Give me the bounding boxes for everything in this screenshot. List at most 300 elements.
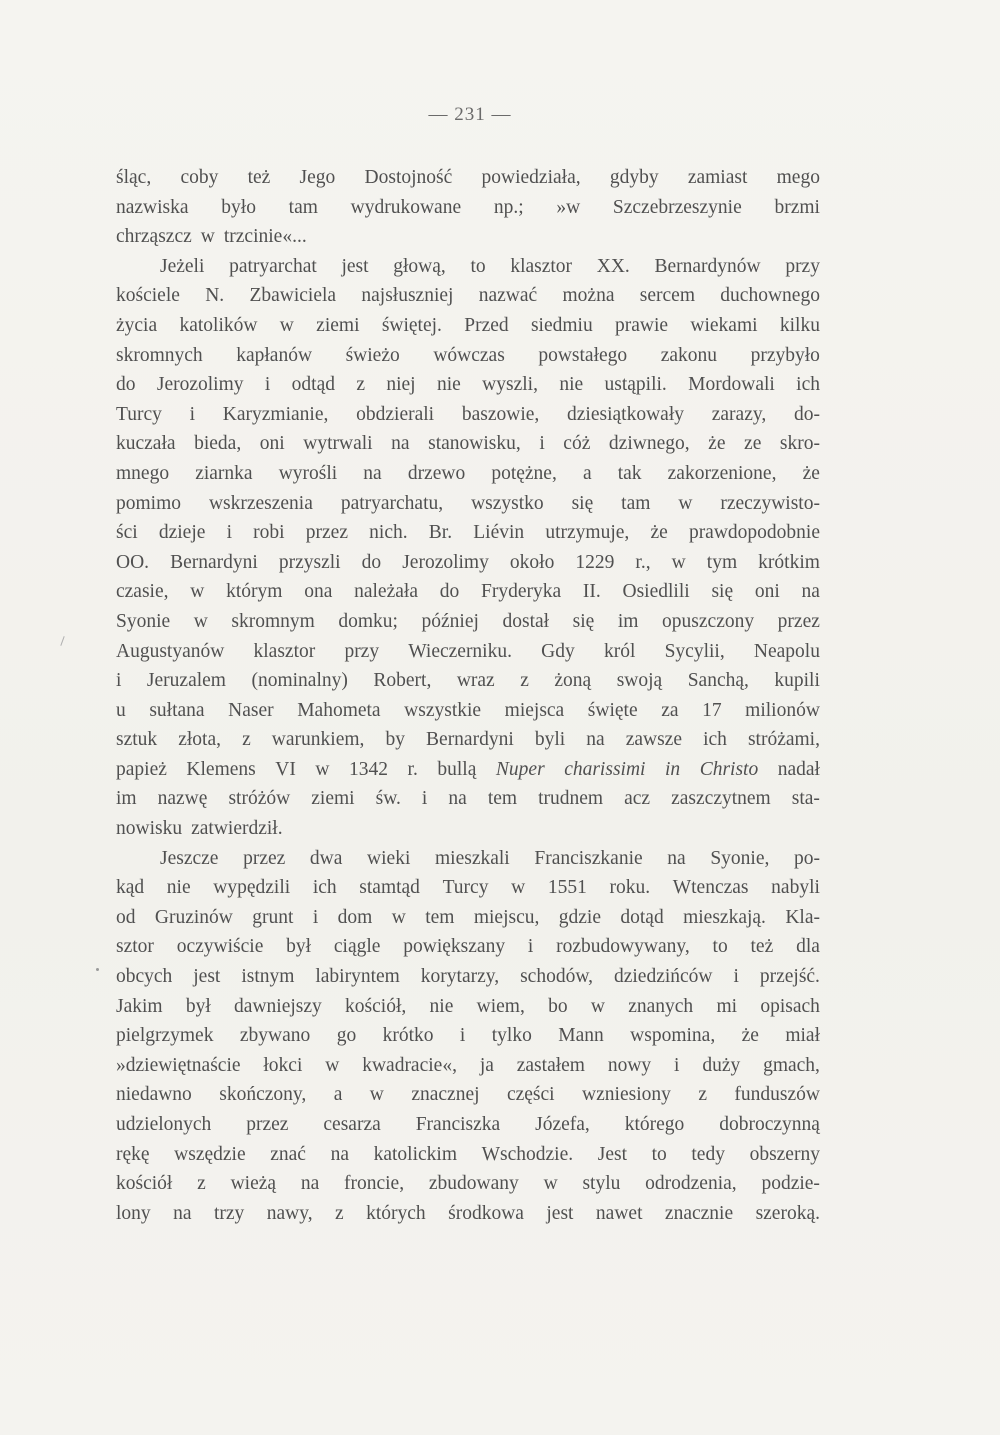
word: na: [300, 1173, 320, 1195]
word: trzy: [213, 1202, 245, 1224]
word: wyrośli: [278, 462, 338, 484]
word: 1342: [349, 758, 389, 780]
word: Karyzmianie,: [222, 403, 329, 425]
word: łokci: [263, 1054, 303, 1076]
word: i: [733, 966, 739, 988]
word: i: [674, 1054, 680, 1076]
word: powiększany: [403, 936, 506, 958]
word: siedmiu: [530, 314, 593, 336]
word: powstałego: [538, 344, 628, 366]
word: około: [509, 551, 555, 573]
word: dziedzińców: [613, 966, 713, 988]
word: by: [385, 729, 405, 751]
word: się: [571, 492, 594, 514]
text-line: [116, 222, 820, 252]
word: wzniesiony: [582, 1084, 671, 1106]
word: Mahometa: [297, 699, 381, 721]
word: skończony,: [219, 1084, 307, 1106]
word: święte: [587, 699, 638, 721]
word: nie: [436, 374, 461, 396]
word: na: [448, 788, 467, 810]
word: skro-: [779, 433, 820, 455]
word: Klemens: [186, 758, 256, 780]
word: stanowisku,: [428, 433, 521, 455]
word: roku.: [609, 877, 651, 899]
word: jest: [193, 966, 221, 988]
word: Kla-: [785, 906, 820, 928]
word: tedy: [691, 1143, 725, 1165]
word: też: [247, 167, 271, 188]
body-text: [116, 163, 820, 1228]
word: w: [369, 1084, 384, 1106]
text-line: [116, 577, 820, 607]
word: im: [617, 610, 639, 632]
word: gmach,: [763, 1054, 820, 1076]
word: głową,: [393, 255, 446, 277]
word: i: [459, 1025, 466, 1047]
word: krótkim: [758, 551, 820, 573]
text-line: [116, 755, 820, 785]
word: tem: [425, 906, 455, 928]
word: Liévin: [473, 522, 525, 544]
text-line: [116, 459, 820, 489]
text-line: [116, 429, 820, 459]
word: prawie: [615, 314, 669, 336]
word: krótko: [382, 1025, 434, 1047]
text-line: [116, 193, 820, 223]
word: miejscu,: [473, 906, 540, 928]
word: i: [189, 403, 196, 425]
word: zbudowany: [428, 1173, 519, 1195]
word: lony: [116, 1202, 151, 1224]
word: coby: [180, 167, 219, 188]
word: że: [650, 522, 668, 544]
word: udzielonych: [116, 1114, 212, 1135]
word: wypędzili: [213, 877, 291, 899]
word: wieki: [367, 847, 411, 869]
word: było: [221, 196, 256, 218]
word: schodów,: [520, 966, 594, 988]
word: wiem,: [476, 995, 525, 1017]
word: funduszów: [734, 1084, 820, 1106]
word: na: [801, 581, 820, 603]
word: trudnem: [538, 788, 604, 810]
word: z: [197, 1173, 206, 1195]
word: kościele: [116, 285, 180, 307]
word: drzewo: [407, 462, 466, 484]
text-line: [116, 281, 820, 311]
word: nawet: [595, 1202, 643, 1224]
word: np.;: [493, 196, 524, 218]
word: Robert,: [373, 670, 432, 692]
word: stróżów: [228, 788, 291, 810]
text-line: [116, 992, 820, 1022]
word: dziwnego,: [608, 433, 690, 455]
text-line: [116, 163, 820, 193]
word: przejść.: [759, 966, 820, 988]
word: nabyli: [771, 877, 820, 899]
word: chrząszcz: [116, 226, 192, 248]
word: Jest: [597, 1143, 627, 1165]
text-line: [116, 311, 820, 341]
word: Jerozolimy: [402, 551, 489, 573]
word: niedawno: [116, 1084, 192, 1106]
word: patryarchatu,: [340, 492, 444, 514]
word: przy: [344, 640, 380, 662]
word: wówczas: [433, 344, 505, 366]
word: wskrzeszenia: [208, 492, 313, 514]
text-line: [116, 1140, 820, 1170]
text-line: [116, 1080, 820, 1110]
word: powiedziała,: [481, 167, 581, 188]
word: wszędzie: [174, 1143, 246, 1165]
word: milionów: [745, 699, 820, 721]
word: był: [286, 936, 312, 958]
word: wszystkie: [404, 699, 482, 721]
text-line: [116, 518, 820, 548]
word: klasztor: [510, 255, 573, 277]
word: zamiast: [687, 167, 748, 188]
word: Osiedlili: [622, 581, 690, 603]
word: nadał: [777, 758, 820, 780]
word: (nominalny): [251, 670, 348, 692]
word: świętej.: [381, 314, 442, 336]
word: którego: [624, 1114, 685, 1135]
text-line: [116, 1199, 820, 1229]
word: wyszli,: [482, 374, 538, 396]
word: się: [572, 610, 595, 632]
word: na: [667, 847, 686, 869]
word: Jeszcze: [160, 847, 219, 869]
word: prawdopodobnie: [688, 522, 820, 544]
word: 17: [702, 699, 722, 721]
word: odtąd: [291, 374, 335, 396]
text-line: [116, 370, 820, 400]
word: dla: [796, 936, 820, 958]
word: obdzierali: [356, 403, 435, 425]
word: domku;: [338, 610, 398, 632]
text-line: [116, 814, 820, 844]
italic-word: Nuper: [495, 758, 545, 780]
word: na: [173, 1202, 192, 1224]
word: którym: [226, 581, 283, 603]
word: baszowie,: [461, 403, 540, 425]
word: tak: [617, 462, 642, 484]
word: mnego: [116, 462, 170, 484]
text-line: [116, 725, 820, 755]
word: zarazy,: [711, 403, 767, 425]
word: Jego: [299, 167, 336, 188]
word: w: [200, 226, 215, 248]
text-line: [116, 962, 820, 992]
word: XX.: [596, 255, 630, 277]
text-line: [116, 341, 820, 371]
word: to: [470, 255, 486, 277]
word: katolików: [179, 314, 258, 336]
word: w: [678, 492, 693, 514]
word: po-: [793, 847, 820, 869]
word: Gruzinów: [154, 906, 233, 928]
word: duchownego: [720, 285, 820, 307]
word: katolickim: [373, 1143, 457, 1165]
word: na: [330, 1143, 349, 1165]
word: stamtąd: [359, 877, 420, 899]
text-line: [116, 696, 820, 726]
word: z: [356, 374, 365, 396]
word: ich: [703, 729, 727, 751]
word: pomimo: [116, 492, 182, 514]
word: też: [750, 936, 774, 958]
word: środkowa: [448, 1202, 524, 1224]
word: których: [366, 1202, 426, 1224]
text-line: [116, 489, 820, 519]
word: kupili: [774, 670, 820, 692]
word: brzmi: [774, 196, 820, 218]
word: wytrwali: [303, 433, 373, 455]
word: potężne,: [491, 462, 557, 484]
word: kapłanów: [236, 344, 313, 366]
text-line: [116, 637, 820, 667]
word: miał: [785, 1025, 820, 1047]
page-number: — 231 —: [428, 104, 512, 125]
word: opisach: [760, 995, 820, 1017]
word: a: [333, 1084, 343, 1106]
word: przez: [243, 847, 286, 869]
word: znacznie: [664, 1202, 734, 1224]
word: rękę: [116, 1143, 150, 1165]
word: istnym: [241, 966, 295, 988]
word: nie: [559, 374, 584, 396]
word: kościół: [116, 1173, 173, 1195]
word: i: [539, 433, 545, 455]
word: że: [741, 1025, 759, 1047]
word: z: [242, 729, 251, 751]
word: na: [391, 433, 410, 455]
word: mieszkają.: [683, 906, 766, 928]
word: z: [520, 670, 529, 692]
word: swoją: [616, 670, 663, 692]
word: Franciszkanie: [534, 847, 643, 869]
word: tylko: [491, 1025, 532, 1047]
word: dostał: [502, 610, 550, 632]
word: w: [590, 995, 605, 1017]
word: Jakim: [116, 995, 163, 1017]
word: Jerozolimy: [156, 374, 244, 396]
word: Wschodzie.: [481, 1143, 574, 1165]
word: wszystko: [471, 492, 544, 514]
word: podzie-: [761, 1173, 820, 1195]
word: Bernardyni: [426, 729, 514, 751]
word: zakorzenione,: [667, 462, 777, 484]
word: św.: [375, 788, 401, 810]
margin-tick: [60, 636, 64, 646]
word: tam: [288, 196, 318, 218]
word: zastałem: [516, 1054, 585, 1076]
word: im: [116, 788, 137, 810]
text-line: [116, 1051, 820, 1081]
word: przy: [785, 255, 820, 277]
word: wieżą: [230, 1173, 277, 1195]
text-line: [116, 1169, 820, 1199]
word: że: [802, 462, 820, 484]
word: mego: [776, 167, 820, 188]
word: sztor: [116, 936, 154, 958]
word: jest: [546, 1202, 574, 1224]
word: tym: [706, 551, 738, 573]
word: ści: [116, 522, 138, 544]
word: r.,: [635, 551, 651, 573]
word: froncie,: [344, 1173, 405, 1195]
text-line: [116, 607, 820, 637]
word: zatwierdził.: [191, 818, 283, 840]
word: wydrukowane: [350, 196, 462, 218]
word: zbywano: [239, 1025, 311, 1047]
word: ciągle: [333, 936, 381, 958]
word: złota,: [178, 729, 222, 751]
word: miejsca: [504, 699, 565, 721]
word: za: [661, 699, 679, 721]
word: ziemi: [316, 314, 360, 336]
word: ziarnka: [195, 462, 253, 484]
word: i: [264, 374, 271, 396]
word: przyszli: [278, 551, 341, 573]
word: tam: [621, 492, 651, 514]
text-line: [116, 252, 820, 282]
word: N.: [205, 285, 225, 307]
word: II.: [582, 581, 601, 603]
word: wspomina,: [630, 1025, 716, 1047]
word: kwadracie«,: [362, 1054, 457, 1076]
word: u: [116, 699, 126, 721]
word: i: [527, 936, 534, 958]
word: gdzie: [558, 906, 601, 928]
word: Naser: [228, 699, 274, 721]
word: życia: [116, 314, 158, 336]
word: dom: [337, 906, 373, 928]
word: skromnym: [231, 610, 315, 632]
word: zaszczytnem: [671, 788, 771, 810]
word: niej: [386, 374, 416, 396]
word: Mann: [558, 1025, 604, 1047]
text-line: [116, 932, 820, 962]
word: Józefa,: [535, 1114, 590, 1135]
word: nich.: [369, 522, 408, 544]
margin-dot: [96, 968, 99, 971]
word: pielgrzymek: [116, 1025, 214, 1047]
italic-word: Christo: [699, 758, 759, 780]
word: kilku: [779, 314, 820, 336]
word: Syonie: [116, 610, 171, 632]
word: nie: [429, 995, 454, 1017]
word: a: [582, 462, 592, 484]
word: zakonu: [660, 344, 718, 366]
word: kąd: [116, 877, 145, 899]
word: najsłuszniej: [361, 285, 454, 307]
word: wraz: [456, 670, 495, 692]
word: sercem: [639, 285, 695, 307]
word: bo: [548, 995, 568, 1017]
word: do: [439, 581, 460, 603]
word: Mordowali: [688, 374, 775, 396]
word: »dziewiętnaście: [116, 1054, 241, 1076]
word: Sanchą,: [687, 670, 749, 692]
word: w: [279, 314, 294, 336]
text-line: [116, 548, 820, 578]
word: Turcy: [116, 403, 162, 425]
word: grunt: [252, 906, 294, 928]
word: Jeżeli: [160, 255, 205, 277]
word: do: [361, 551, 382, 573]
word: Sycylii,: [664, 640, 725, 662]
word: i: [421, 788, 428, 810]
text-line: [116, 903, 820, 933]
word: że: [708, 433, 726, 455]
word: oczywiście: [176, 936, 264, 958]
word: w: [671, 551, 686, 573]
word: go: [336, 1025, 357, 1047]
text-line: [116, 873, 820, 903]
word: Gdy: [541, 640, 575, 662]
word: byli: [534, 729, 566, 751]
word: ziemi: [311, 788, 355, 810]
word: Syonie,: [710, 847, 770, 869]
word: tem: [487, 788, 518, 810]
word: ze: [744, 433, 762, 455]
word: do: [116, 374, 136, 396]
word: znać: [270, 1143, 306, 1165]
word: Zbawiciela: [249, 285, 337, 307]
word: w: [315, 758, 330, 780]
word: Bernardynów: [654, 255, 761, 277]
word: z: [335, 1202, 344, 1224]
word: cóż: [563, 433, 591, 455]
word: labiryntem: [315, 966, 400, 988]
word: śląc,: [116, 167, 152, 188]
word: do-: [793, 403, 820, 425]
word: oni: [259, 433, 285, 455]
word: w: [325, 1054, 340, 1076]
word: duży: [702, 1054, 741, 1076]
word: należała: [354, 581, 418, 603]
word: ja: [479, 1054, 494, 1076]
word: na: [586, 729, 605, 751]
word: to: [651, 1143, 667, 1165]
word: przez: [305, 522, 348, 544]
word: Bernardyni: [170, 551, 258, 573]
word: nazwiska: [116, 196, 189, 218]
word: Przed: [464, 314, 509, 336]
word: bieda,: [194, 433, 242, 455]
word: szeroką.: [755, 1202, 820, 1224]
word: Br.: [428, 522, 453, 544]
word: mi: [716, 995, 738, 1017]
word: kościół,: [345, 995, 407, 1017]
word: klasztor: [253, 640, 316, 662]
word: Neapolu: [753, 640, 820, 662]
word: 1229: [575, 551, 615, 573]
word: dawniejszy: [234, 995, 322, 1017]
word: czasie,: [116, 581, 169, 603]
word: w: [543, 1173, 558, 1195]
word: obcych: [116, 966, 173, 988]
word: Franciszka: [415, 1114, 501, 1135]
word: dziesiątkowały: [567, 403, 684, 425]
word: znanych: [628, 995, 694, 1017]
word: nazwę: [157, 788, 208, 810]
word: obszerny: [749, 1143, 820, 1165]
word: dotąd: [620, 906, 664, 928]
word: dobroczynną: [719, 1114, 820, 1135]
